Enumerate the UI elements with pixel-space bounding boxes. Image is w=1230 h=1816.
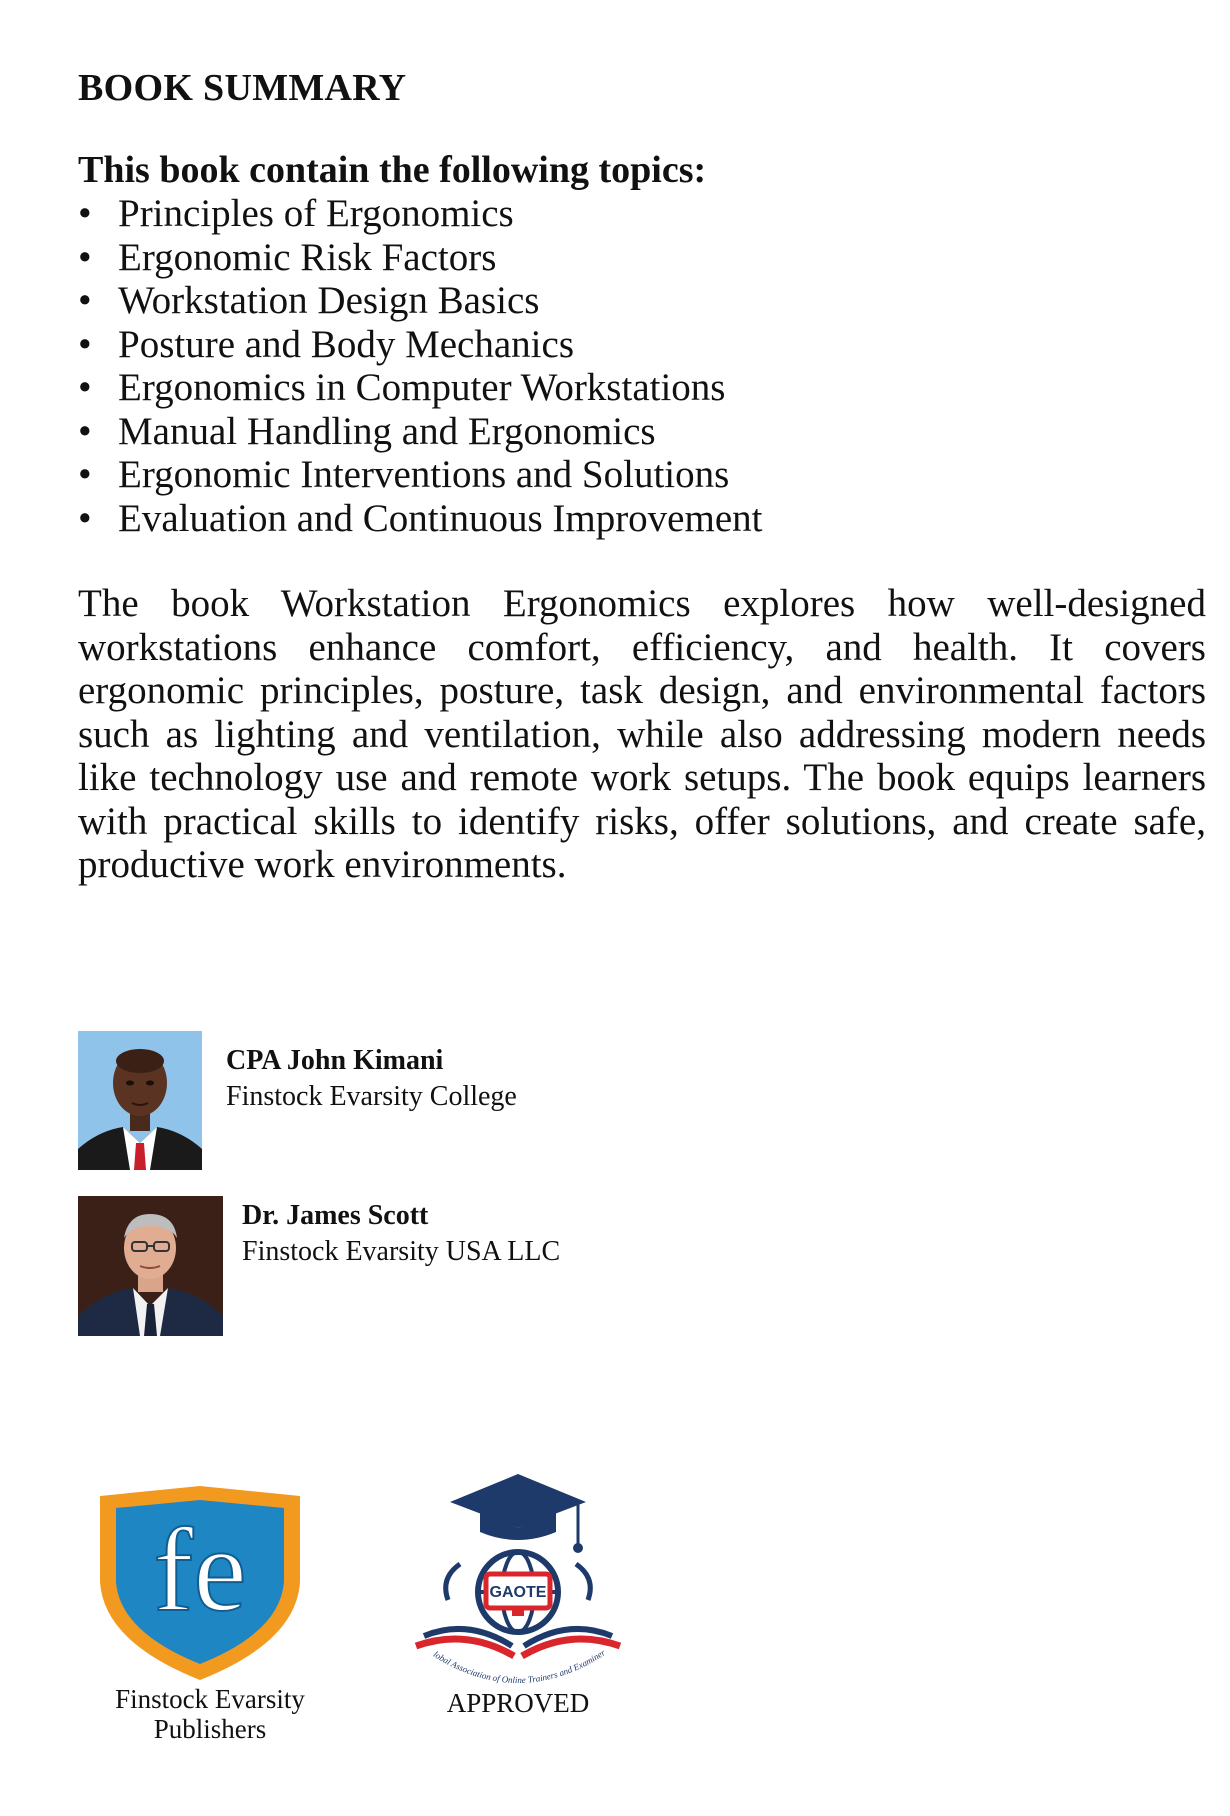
summary-paragraph: The book Workstation Ergonomics explores how well-designed workstations enhance comfort, efficiency, and health. It covers ergonomic principles, posture, task design, and environmental factors such as lighting and ventilation, while also addressing modern needs like technology use and remote work setups. The book equips learners with practical skills to identify risks, offer solutions, and create safe, productive work environments. xyxy=(78,582,1206,886)
list-item: • Ergonomic Interventions and Solutions xyxy=(78,453,762,497)
publisher-logo-letters: fe xyxy=(153,1503,247,1636)
author-photo-scott xyxy=(78,1196,223,1336)
list-item: • Principles of Ergonomics xyxy=(78,192,762,236)
list-item: • Manual Handling and Ergonomics xyxy=(78,410,762,454)
graduation-cap-icon xyxy=(408,1468,628,1694)
portrait-icon xyxy=(78,1196,223,1336)
list-item: • Ergonomic Risk Factors xyxy=(78,236,762,280)
author-name: Dr. James Scott xyxy=(242,1200,429,1231)
shield-icon xyxy=(96,1482,304,1682)
author-name: CPA John Kimani xyxy=(226,1045,444,1076)
topics-title: This book contain the following topics: xyxy=(78,149,707,191)
approval-badge-text: GAOTE xyxy=(489,1584,547,1601)
approval-caption: APPROVED xyxy=(446,1688,590,1718)
approval-logo-arc-text: lobal Association of Online Trainers and Examiner xyxy=(431,1647,607,1686)
topics-list xyxy=(78,192,762,540)
approval-logo xyxy=(408,1468,628,1694)
publisher-name-line1: Finstock Evarsity xyxy=(115,1684,305,1714)
list-item: • Evaluation and Continuous Improvement xyxy=(78,497,762,541)
list-item: • Ergonomics in Computer Workstations xyxy=(78,366,762,410)
author-affiliation: Finstock Evarsity USA LLC xyxy=(242,1236,561,1267)
list-item: • Posture and Body Mechanics xyxy=(78,323,762,367)
publisher-logo-caption xyxy=(90,1684,330,1744)
author-affiliation: Finstock Evarsity College xyxy=(226,1081,517,1112)
portrait-icon xyxy=(78,1031,202,1170)
author-photo-kimani xyxy=(78,1031,202,1170)
list-item: • Workstation Design Basics xyxy=(78,279,762,323)
page-title: BOOK SUMMARY xyxy=(78,67,407,109)
publisher-name-line2: Publishers xyxy=(153,1714,267,1744)
publisher-logo xyxy=(96,1482,304,1682)
